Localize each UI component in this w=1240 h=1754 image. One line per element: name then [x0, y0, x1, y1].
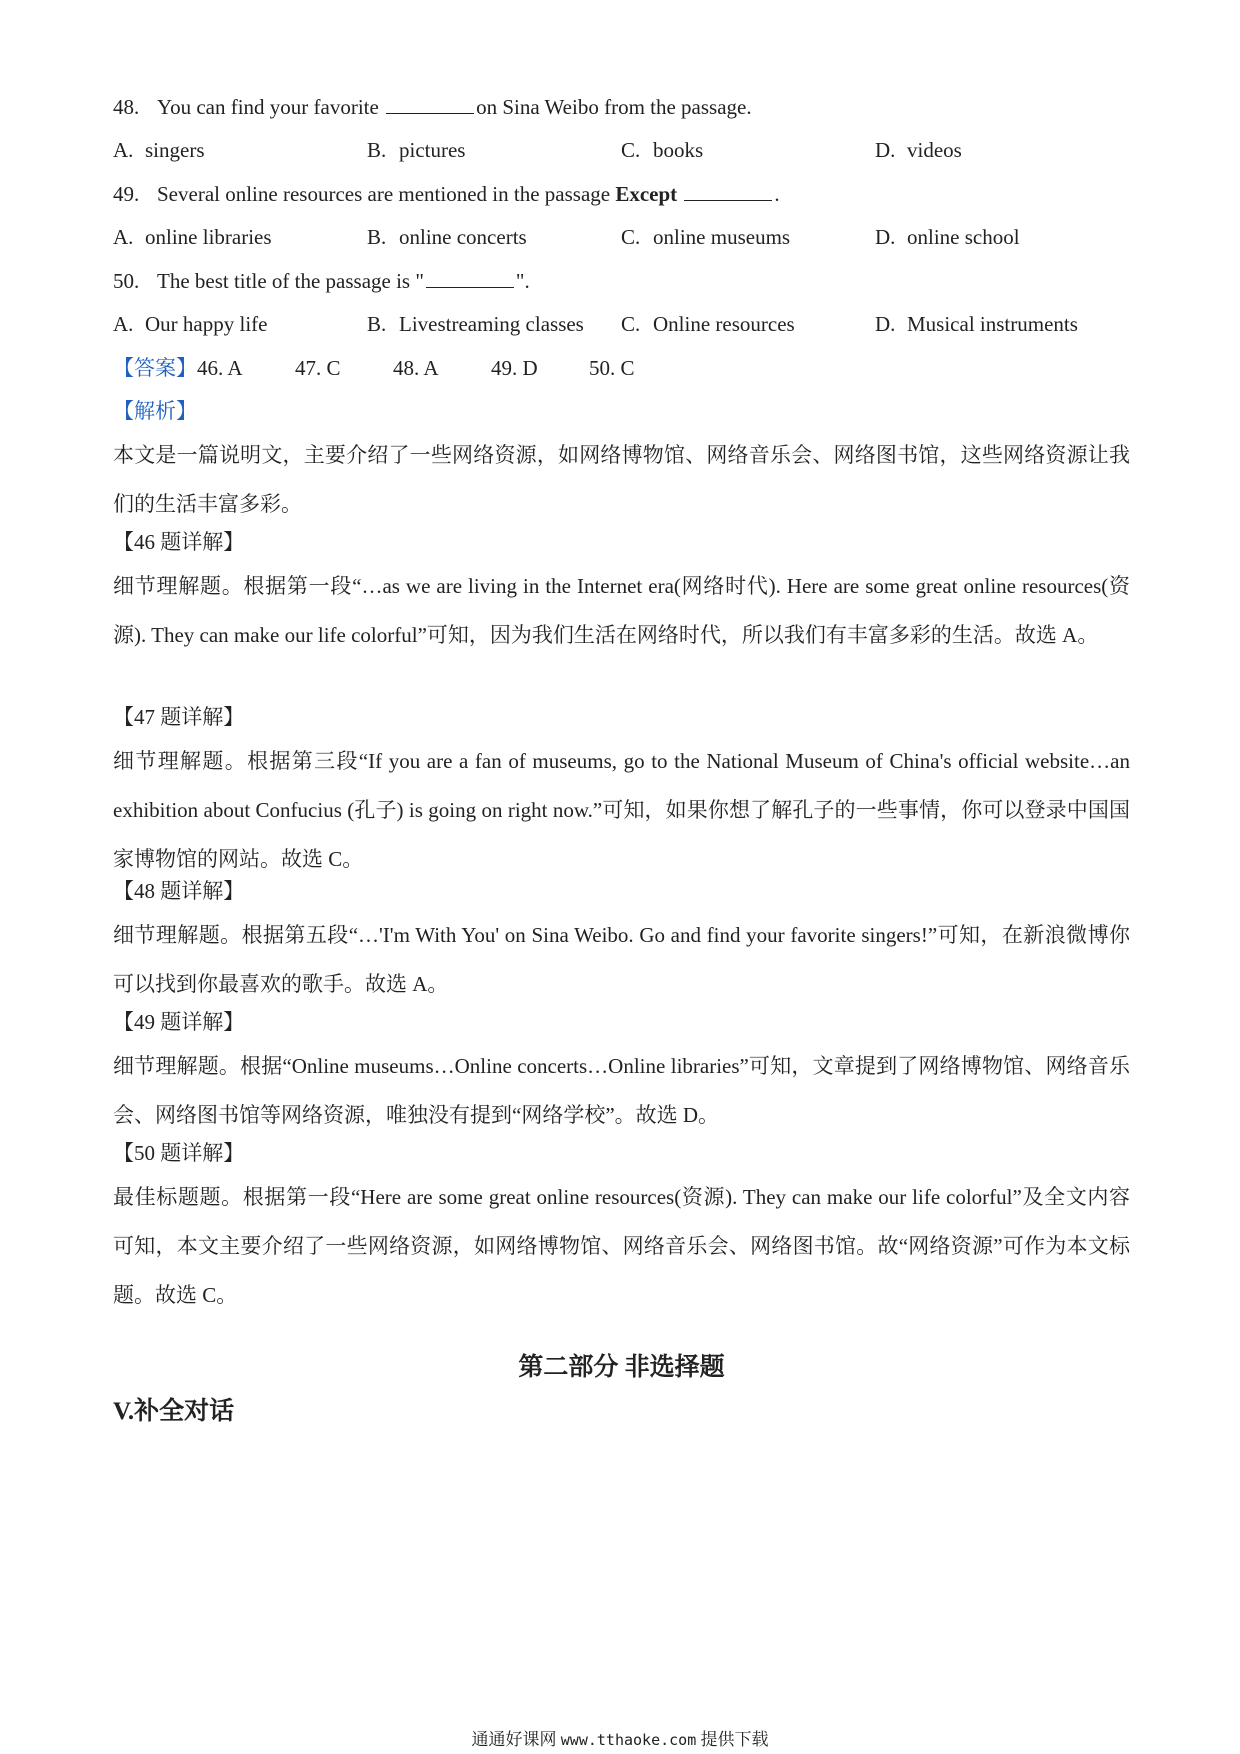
answer-tag: 【答案】: [113, 356, 197, 380]
question-number: 50.: [113, 269, 140, 293]
option-letter: A.: [113, 225, 134, 249]
option-a: [113, 310, 267, 338]
answer-blank: [684, 184, 772, 201]
option-text: online school: [907, 225, 1020, 249]
option-text: Our happy life: [145, 312, 268, 336]
footer-site-name: 通通好课网: [471, 1730, 557, 1749]
option-a: [113, 136, 205, 164]
answer-item: 50. C: [589, 356, 635, 380]
answer-item: 46. A: [197, 356, 243, 380]
question-emphasis: Except: [615, 182, 678, 206]
detail-text-49: 细节理解题。根据“Online museums…Online concerts…Online libraries”可知，文章提到了网络博物馆、网络音乐会、网络图书馆等网络资源，唯独没有提到“网络学校”。故选 D。: [113, 1054, 1130, 1127]
question-text-end: on Sina Weibo from the passage.: [476, 95, 752, 119]
analysis-tag: 【解析】: [113, 399, 197, 423]
option-letter: D.: [875, 312, 896, 336]
option-text: books: [653, 138, 704, 162]
option-letter: A.: [113, 138, 134, 162]
question-48: [113, 93, 752, 121]
question-number: 49.: [113, 182, 140, 206]
option-b: [367, 223, 527, 251]
option-d: [875, 223, 1020, 251]
part-title: 第二部分 非选择题: [518, 1354, 725, 1381]
question-50: [113, 267, 530, 295]
detail-text-48: 细节理解题。根据第五段“…'I'm With You' on Sina Weibo. Go and find your favorite singers!”可知，在新浪微博你可以找到你最喜欢的歌手。故选 A。: [113, 923, 1130, 996]
question-number: 48.: [113, 95, 140, 119]
option-letter: D.: [875, 225, 896, 249]
option-letter: B.: [367, 138, 387, 162]
option-letter: A.: [113, 312, 134, 336]
option-c: [621, 136, 703, 164]
option-letter: D.: [875, 138, 896, 162]
option-text: videos: [907, 138, 962, 162]
option-text: online libraries: [145, 225, 272, 249]
answer-blank: [426, 271, 514, 288]
footer-url[interactable]: www.tthaoke.com: [560, 1731, 697, 1749]
question-text: The best title of the passage is ": [157, 269, 424, 293]
option-letter: B.: [367, 225, 387, 249]
option-text: online concerts: [399, 225, 527, 249]
option-b: [367, 136, 465, 164]
detail-heading-50: 【50 题详解】: [113, 1141, 245, 1165]
option-letter: B.: [367, 312, 387, 336]
question-text-end: .: [774, 182, 780, 206]
option-text: pictures: [399, 138, 466, 162]
question-49: [113, 180, 780, 208]
option-text: online museums: [653, 225, 791, 249]
option-text: Musical instruments: [907, 312, 1078, 336]
option-text: singers: [145, 138, 205, 162]
detail-heading-46: 【46 题详解】: [113, 530, 245, 554]
option-c: [621, 310, 795, 338]
detail-heading-49: 【49 题详解】: [113, 1010, 245, 1034]
answer-item: 49. D: [491, 356, 538, 380]
page-footer: [0, 1725, 1240, 1750]
option-c: [621, 223, 790, 251]
detail-heading-48: 【48 题详解】: [113, 879, 245, 903]
answer-line: [113, 354, 687, 382]
option-b: [367, 310, 584, 338]
option-text: Livestreaming classes: [399, 312, 584, 336]
detail-text-50: 最佳标题题。根据第一段“Here are some great online resources(资源). They can make our life colorful”及全文内容可知，本文主要介绍了一些网络资源，如网络博物馆、网络音乐会、网络图书馆。故“网络资源”可作为本文标题。故选 C。: [113, 1185, 1130, 1307]
detail-heading-47: 【47 题详解】: [113, 705, 245, 729]
option-d: [875, 136, 962, 164]
question-text: You can find your favorite: [157, 95, 379, 119]
option-letter: C.: [621, 312, 641, 336]
question-text-end: ".: [515, 269, 530, 293]
option-a: [113, 223, 272, 251]
section-title: V.补全对话: [113, 1398, 235, 1425]
option-letter: C.: [621, 225, 641, 249]
footer-suffix: 提供下载: [700, 1730, 769, 1749]
question-text: Several online resources are mentioned in the passage: [157, 182, 611, 206]
option-letter: C.: [621, 138, 641, 162]
option-text: Online resources: [653, 312, 795, 336]
option-d: [875, 310, 1078, 338]
answer-blank: [386, 97, 474, 114]
answer-item: 48. A: [393, 356, 439, 380]
answer-item: 47. C: [295, 356, 341, 380]
detail-text-46: 细节理解题。根据第一段“…as we are living in the Internet era(网络时代). Here are some great online resources(资源). They can make our life colorful”可知，因为我们生活在网络时代，所以我们有丰富多彩的生活。故选 A。: [113, 574, 1130, 647]
detail-text-47: 细节理解题。根据第三段“If you are a fan of museums, go to the National Museum of China's official website…an exhibition about Confucius (孔子) is going on right now.”可知，如果你想了解孔子的一些事情，你可以登录中国国家博物馆的网站。故选 C。: [113, 749, 1130, 871]
intro-paragraph: 本文是一篇说明文，主要介绍了一些网络资源，如网络博物馆、网络音乐会、网络图书馆，这些网络资源让我们的生活丰富多彩。: [113, 443, 1130, 516]
